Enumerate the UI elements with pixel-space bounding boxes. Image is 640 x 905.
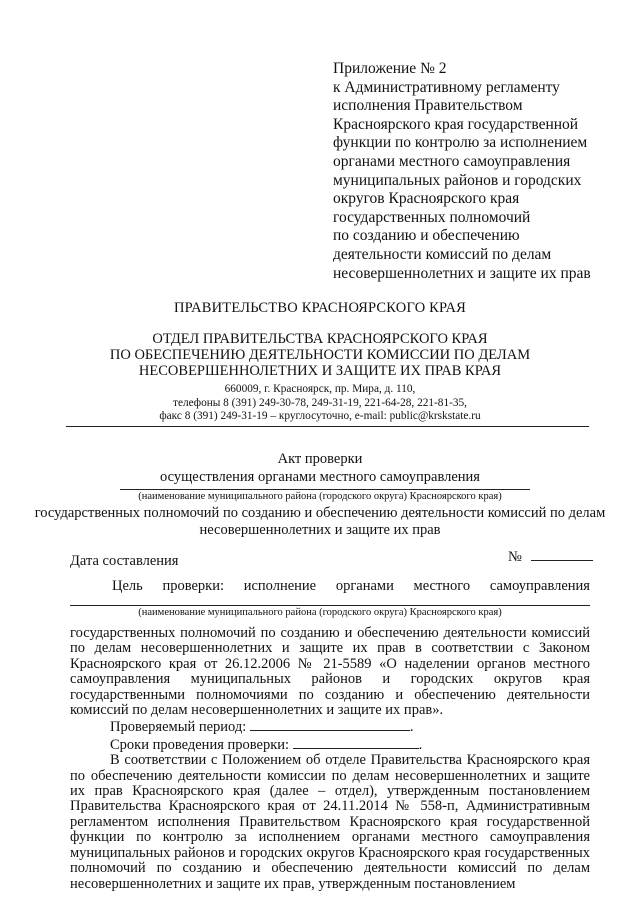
purpose-line xyxy=(112,578,590,595)
purpose-word: проверки: xyxy=(162,578,225,594)
powers-line: государственных полномочий по созданию и обеспечению деятельности комиссий по делам xyxy=(34,505,606,521)
appendix-block xyxy=(333,60,623,283)
number-field xyxy=(508,548,593,566)
government-title: ПРАВИТЕЛЬСТВО КРАСНОЯРСКОГО КРАЯ xyxy=(173,300,467,316)
phone-line: телефоны 8 (391) 249-30-78, 249-31-19, 221-64-28, 221-81-35, xyxy=(173,396,467,409)
municipality-name-field xyxy=(120,489,530,490)
number-blank xyxy=(531,548,593,561)
letterhead-divider xyxy=(66,426,589,427)
appendix-line: Красноярского края государственной xyxy=(333,115,579,133)
powers-text xyxy=(0,505,640,539)
date-label: Дата составления xyxy=(70,553,179,569)
act-title xyxy=(0,450,640,486)
appendix-line: округов Красноярского края xyxy=(333,190,520,208)
purpose-word: самоуправления xyxy=(489,578,590,594)
period-blank xyxy=(250,718,410,731)
appendix-line: функции по контролю за исполнением xyxy=(333,134,588,152)
appendix-line: государственных полномочий xyxy=(333,208,531,226)
address-line: 660009, г. Красноярск, пр. Мира, д. 110, xyxy=(224,383,416,395)
powers-line: несовершеннолетних и защите их прав xyxy=(199,522,441,538)
municipality-name-field-2 xyxy=(70,605,590,606)
appendix-line: несовершеннолетних и защите их прав xyxy=(333,264,591,282)
appendix-line: муниципальных районов и городских xyxy=(333,171,582,189)
body-paragraph: В соответствии с Положением об отделе Правительства Красноярского края по обеспечению деятельности комиссии по делам несовершеннолетних и защите их прав Красноярского края (далее – отдел), утвержденным постановлением Правительства Красноярского края от 24.11.2014 № 558-п, Административным регламентом исполнения Правительством Красноярского края государственной функции по контролю за исполнением органами местного самоуправления муниципальных районов и городских округов Красноярского края государственных полномочий по созданию и обеспечению деятельности комиссий по делам несовершеннолетних и защите их прав, утвержденным постановлением xyxy=(70,752,590,892)
act-title-line: Акт проверки xyxy=(277,451,363,467)
department-line: ПО ОБЕСПЕЧЕНИЮ ДЕЯТЕЛЬНОСТИ КОМИССИИ ПО ДЕЛАМ xyxy=(109,347,531,363)
appendix-line: по созданию и обеспечению xyxy=(333,227,520,245)
department-line: НЕСОВЕРШЕННОЛЕТНИХ И ЗАЩИТЕ ИХ ПРАВ КРАЯ xyxy=(138,363,502,379)
municipality-caption-2: (наименование муниципального района (городского округа) Красноярского края) xyxy=(138,607,502,618)
period-line: Проверяемый период: . xyxy=(110,719,414,736)
contact-block xyxy=(0,383,640,424)
terms-label: Сроки проведения проверки: xyxy=(110,736,290,753)
department-line: ОТДЕЛ ПРАВИТЕЛЬСТВА КРАСНОЯРСКОГО КРАЯ xyxy=(152,331,488,347)
terms-line: Сроки проведения проверки: . xyxy=(110,736,423,753)
purpose-word: исполнение xyxy=(243,578,317,594)
fax-email-line: факс 8 (391) 249-31-19 – круглосуточно, e-mail: public@krskstate.ru xyxy=(159,410,481,422)
purpose-word: Цель xyxy=(112,578,143,594)
purpose-word: местного xyxy=(413,578,471,594)
appendix-line: исполнения Правительством xyxy=(333,97,523,115)
department-title xyxy=(0,331,640,379)
body-paragraph: государственных полномочий по созданию и обеспечению деятельности комиссий по делам несовершеннолетних и защите их прав в соответствии с Законом Красноярского края от 26.12.2006 № 21-5589 «О наделении органов местного самоуправления муниципальных районов и городских округов края государственными полномочиями по созданию и обеспечению деятельности комиссий по делам несовершеннолетних и защите их прав». xyxy=(70,625,590,719)
period-label: Проверяемый период: xyxy=(110,719,247,736)
act-body xyxy=(70,626,590,892)
purpose-word: органами xyxy=(335,578,394,594)
municipality-caption: (наименование муниципального района (городского округа) Красноярского края) xyxy=(138,491,502,502)
appendix-line: деятельности комиссий по делам xyxy=(333,245,552,263)
appendix-line: Приложение № 2 xyxy=(333,60,447,77)
terms-blank xyxy=(293,736,419,749)
appendix-line: органами местного самоуправления xyxy=(333,152,571,170)
act-title-line: осуществления органами местного самоуправления xyxy=(160,469,480,485)
appendix-line: к Административному регламенту xyxy=(333,78,560,96)
number-label: № xyxy=(508,549,522,565)
